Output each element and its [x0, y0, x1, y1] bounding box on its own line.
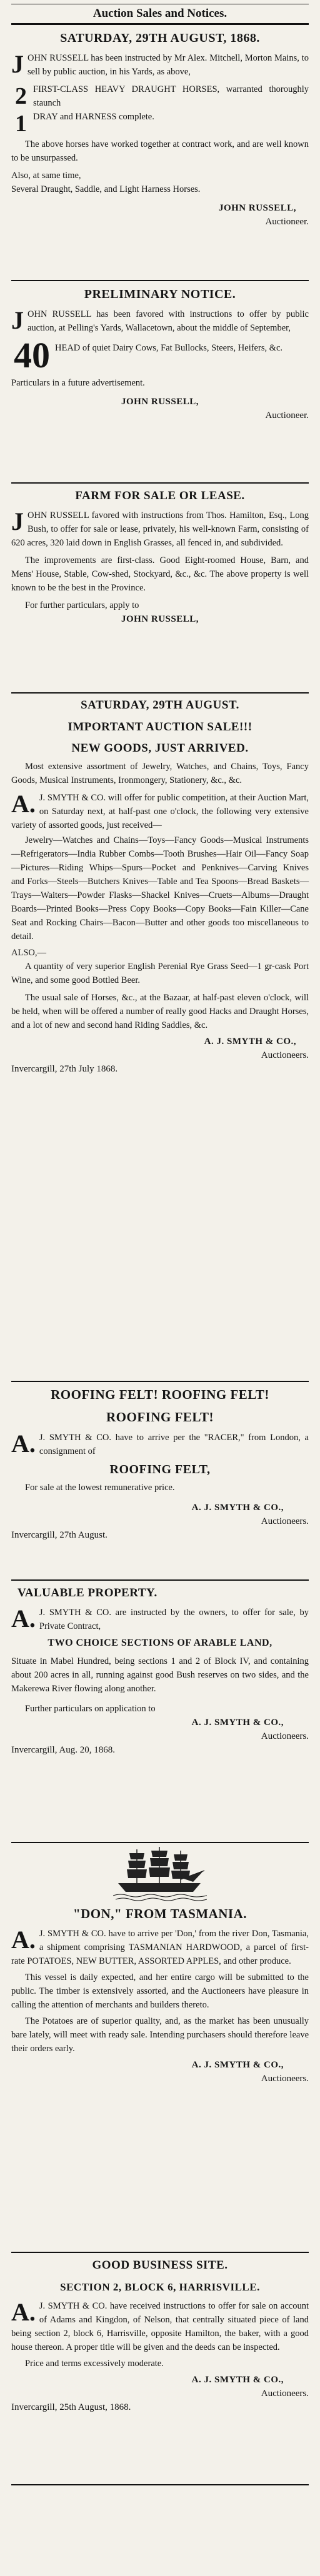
ad7-intro: J. SMYTH & CO. have to arrive per 'Don,' from the river Don, Tasmania, a shipment comprising TASMANIAN HARDWOOD, a parcel of first-rate POTATOES, NEW BUTTER, ASSORTED APPLES, and other produce.: [11, 1929, 309, 1966]
ad-good-business-site: [11, 2253, 309, 2484]
ad8-dropcap: A.: [11, 2298, 36, 2326]
ad3-signature: JOHN RUSSELL,: [121, 614, 199, 624]
ad1-dropcap: J: [11, 50, 24, 78]
ad1-num-bottom: 1: [15, 111, 27, 137]
ad5-intro: J. SMYTH & CO. have to arrive per the "RACER," from London, a consignment of: [39, 1433, 309, 1456]
ad2-quantity: 40: [14, 335, 50, 375]
ad4-signature: A. J. SMYTH & CO.,: [204, 1037, 296, 1047]
ad5-signature: A. J. SMYTH & CO.,: [191, 1503, 284, 1513]
ad4-subtitle2: NEW GOODS, JUST ARRIVED.: [71, 742, 249, 755]
ad1-title: SATURDAY, 29TH AUGUST, 1868.: [60, 31, 260, 45]
ad6-dropcap: A.: [11, 1604, 36, 1633]
ad4-intro: J. SMYTH & CO. will offer for public competition, at their Auction Mart, on Saturday next, at half-past one o'clock, the following very extensive variety of assorted goods, just received—: [11, 793, 309, 830]
ad5-item: ROOFING FELT,: [109, 1463, 211, 1476]
ad7-signature: A. J. SMYTH & CO.,: [191, 2060, 284, 2070]
ad3-dropcap: J: [11, 507, 24, 535]
sailing-ship-illustration: [113, 1846, 207, 1903]
ad1-quantity: [11, 82, 33, 137]
ad-saturday-sale: [11, 25, 309, 280]
ad7-role: Auctioneers.: [261, 2074, 309, 2084]
ad6-intro: J. SMYTH & CO. are instructed by the owners, to offer for sale, by Private Contract,: [39, 1608, 309, 1631]
divider-8: [11, 2484, 309, 2485]
ad7-body2: The Potatoes are of superior quality, and, as the market has been unusually bare lately, will meet with ready sale. Intending purchasers should therefore leave their orders early.: [11, 2016, 309, 2054]
ad7-body1: This vessel is daily expected, and her entire cargo will be submitted to the public. The timber is extensively assorted, and the Auctioneers have pleasure in calling the attention of merchants and builders thereto.: [11, 1972, 309, 2010]
ad4-dateline: Invercargill, 27th July 1868.: [11, 1064, 118, 1074]
ad5-title: ROOFING FELT! ROOFING FELT!: [51, 1387, 269, 1402]
ad6-dateline: Invercargill, Aug. 20, 1868.: [11, 1745, 115, 1755]
ad-farm-sale: [11, 484, 309, 692]
ad6-signature: A. J. SMYTH & CO.,: [191, 1718, 284, 1728]
ad8-body: Price and terms excessively moderate.: [25, 2359, 164, 2369]
ad8-role: Auctioneers.: [261, 2389, 309, 2399]
ad4-list: Jewelry—Watches and Chains—Toys—Fancy Goods—Musical Instruments—Refrigerators—India Rubber Combs—Tooth Brushes—Hair Oil—Fancy Soap—Pictures—Riding Whips—Spurs—Pocket and Penknives—Carving Knives and Forks—Steels—Butchers Knives—Table and Tea Spoons—Bread Baskets—Trays—Waiters—Powder Flasks—Shackel Knives—Cruets—Albums—Draught Boards—Printed Books—Press Copy Books—Copy Books—Fain Killer—Cane Seat and Rocking Chairs—Bacon—Butter and other goods too miscellaneous to detail.: [11, 835, 309, 942]
ad6-apply: Further particulars on application to: [25, 1704, 156, 1714]
ad4-title: SATURDAY, 29TH AUGUST.: [81, 699, 239, 712]
ad1-role: Auctioneer.: [265, 217, 309, 227]
ad1-also: Also, at same time,: [11, 171, 81, 181]
ad2-num-text: HEAD of quiet Dairy Cows, Fat Bullocks, Steers, Heifers, &c.: [55, 343, 283, 353]
ad5-dateline: Invercargill, 27th August.: [11, 1530, 108, 1540]
ad4-also-text: A quantity of very superior English Perenial Rye Grass Seed—1 gr-cask Port Wine, and some good Bottled Beer.: [11, 962, 309, 985]
ad-valuable-property: [11, 1581, 309, 1842]
ad4-dropcap: A.: [11, 790, 36, 818]
ad6-role: Auctioneers.: [261, 1731, 309, 1741]
ad2-title: PRELIMINARY NOTICE.: [84, 287, 236, 301]
ad6-title: VALUABLE PROPERTY.: [18, 1586, 158, 1599]
ad8-title: GOOD BUSINESS SITE.: [92, 2259, 228, 2272]
ad1-signature: JOHN RUSSELL,: [218, 203, 296, 213]
ad4-body: The usual sale of Horses, &c., at the Bazaar, at half-past eleven o'clock, will be held, when will be offered a number of really good Hacks and Draught Horses, and a lot of new and second hand Riding Saddles, &c.: [11, 993, 309, 1030]
ad5-role: Auctioneers.: [261, 1516, 309, 1526]
ad2-dropcap: J: [11, 306, 24, 334]
ad7-title: "DON," FROM TASMANIA.: [72, 1906, 248, 1921]
ad-important-auction: [11, 694, 309, 1381]
ad-preliminary-notice: [11, 281, 309, 482]
ad2-signature: JOHN RUSSELL,: [121, 397, 199, 407]
ad3-body: The improvements are first-class. Good Eight-roomed House, Barn, and Mens' House, Stable, Cow-shed, Stockyard, &c., &c. The above property is well known to be the best in the Province.: [11, 555, 309, 593]
ad3-title: FARM FOR SALE OR LEASE.: [75, 489, 245, 502]
ad1-item1: FIRST-CLASS HEAVY DRAUGHT HORSES, warranted thoroughly staunch: [33, 84, 309, 108]
ad5-dropcap: A.: [11, 1430, 36, 1458]
ad8-subtitle: SECTION 2, BLOCK 6, HARRISVILLE.: [60, 2281, 260, 2293]
ad7-dropcap: A.: [11, 1926, 36, 1954]
ad3-apply: For further particulars, apply to: [25, 600, 139, 610]
section-masthead: Auction Sales and Notices.: [92, 7, 228, 20]
ad1-intro: OHN RUSSELL has been instructed by Mr Alex. Mitchell, Morton Mains, to sell by public auction, in his Yards, as above,: [28, 53, 309, 77]
ad1-also-items: Several Draught, Saddle, and Light Harness Horses.: [11, 184, 201, 194]
ad4-role: Auctioneers.: [261, 1050, 309, 1060]
ad8-dateline: Invercargill, 25th August, 1868.: [11, 2402, 131, 2412]
ad1-body: The above horses have worked together at contract work, and are well known to be unsurpassed.: [11, 139, 309, 163]
ad6-item: TWO CHOICE SECTIONS OF ARABLE LAND,: [48, 1638, 272, 1648]
ad5-title2: ROOFING FELT!: [106, 1410, 214, 1425]
ad-don-from-tasmania: [11, 1846, 309, 2252]
divider-6: [11, 1842, 309, 1843]
ad2-intro: OHN RUSSELL has been favored with instructions to offer by public auction, at Pelling's Yards, Wallacetown, about the middle of September,: [28, 309, 309, 333]
ad2-role: Auctioneer.: [265, 410, 309, 420]
ad1-item2: DRAY and HARNESS complete.: [33, 112, 154, 122]
ad-roofing-felt: [11, 1382, 309, 1579]
ad4-subtitle: IMPORTANT AUCTION SALE!!!: [68, 720, 252, 734]
ad5-body: For sale at the lowest remunerative price.: [25, 1483, 175, 1493]
ad6-body: Situate in Mabel Hundred, being sections 1 and 2 of Block IV, and containing about 200 acres in all, running against good Bush reserves on two sides, and the Makerewa River flowing along another.: [11, 1656, 309, 1694]
ad4-also: ALSO,—: [11, 948, 46, 958]
ad1-num-top: 2: [15, 83, 27, 109]
ad4-lead: Most extensive assortment of Jewelry, Watches, and Chains, Toys, Fancy Goods, Musical Instruments, Ironmongery, Stationery, &c., &c.: [11, 762, 309, 785]
ad8-intro: J. SMYTH & CO. have received instructions to offer for sale on account of Adams and Kingdon, of Nelson, that centrally situated piece of land being section 2, block 6, Harrisville, opposite Hamilton, the baker, with a good house thereon. A proper title will be given and the deeds can be inspected.: [11, 2301, 309, 2352]
ad3-intro: OHN RUSSELL favored with instructions from Thos. Hamilton, Esq., Long Bush, to offer for sale or lease, privately, his well-known Farm, consisting of 620 acres, 320 laid down in English Grasses, all fenced in, and subdivided.: [11, 510, 309, 548]
ad8-signature: A. J. SMYTH & CO.,: [191, 2375, 284, 2385]
ad2-note: Particulars in a future advertisement.: [11, 378, 145, 388]
